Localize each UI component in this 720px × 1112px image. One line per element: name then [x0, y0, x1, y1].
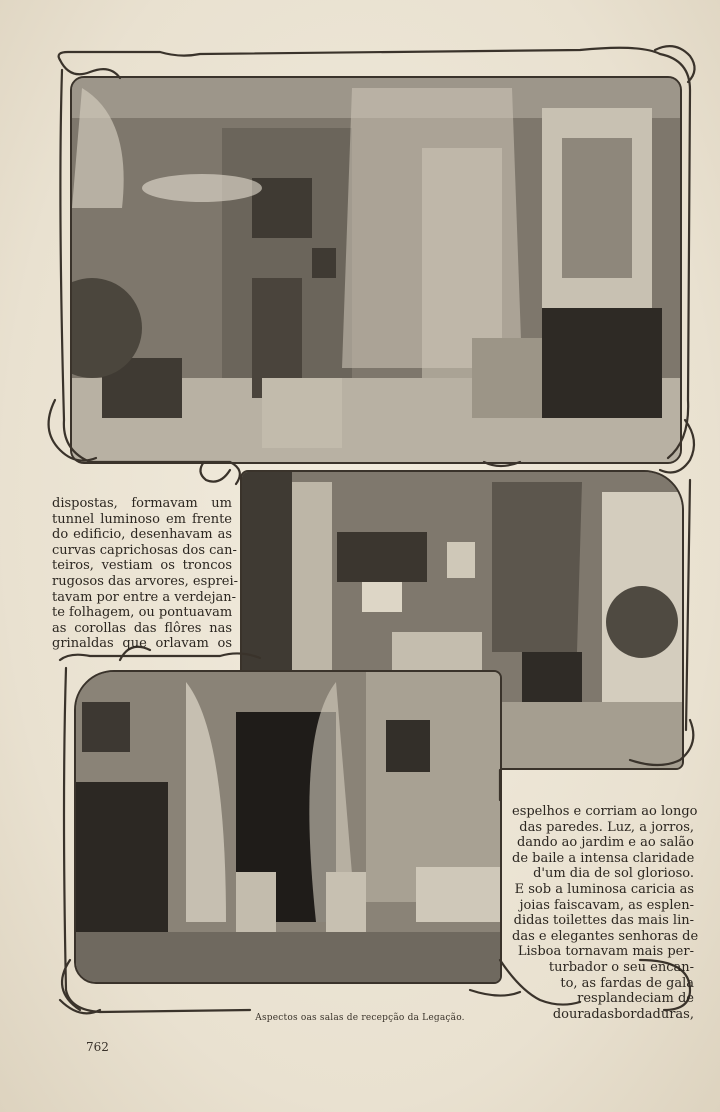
- text-line: tunnel luminoso em frente: [52, 511, 232, 527]
- text-line: do edificio, desenhavam as: [52, 527, 232, 543]
- text-line: douradasbordaduras,: [552, 1006, 694, 1022]
- text-line: te folhagem, ou pontuavam: [52, 605, 233, 621]
- text-line: joias faiscavam, as esplen-: [519, 897, 694, 913]
- article-text-left: [52, 496, 239, 652]
- photo-top-illustration: [72, 78, 680, 462]
- photo-bottom-illustration: [76, 672, 500, 982]
- photo-reception-room-main: [70, 76, 682, 464]
- photo-reception-room-corridor: [74, 670, 502, 984]
- text-line: das e elegantes senhoras de: [512, 928, 699, 944]
- text-line: d'um dia de sol glorioso.: [533, 866, 694, 882]
- text-line: curvas caprichosas dos can-: [52, 542, 237, 558]
- text-line: resplandeciam de: [577, 991, 694, 1007]
- text-line: tavam por entre a verdejan-: [52, 589, 237, 605]
- text-line: das paredes. Luz, a jorros,: [519, 819, 694, 835]
- photo-caption: Aspectos oas salas de recepção da Legação.: [255, 1013, 465, 1023]
- text-line: as corollas das flôres nas: [52, 620, 232, 636]
- text-line: teiros, vestiam os troncos: [52, 558, 232, 574]
- text-line: dando ao jardim e ao salão: [516, 835, 694, 851]
- text-line: E sob a luminosa caricia as: [514, 881, 694, 897]
- page-number: 762: [86, 1040, 109, 1054]
- text-line: didas toilettes das mais lin-: [513, 913, 694, 929]
- text-line: turbador o seu encan-: [548, 959, 694, 975]
- text-line: to, as fardas de gala: [560, 975, 694, 991]
- text-line: grinaldas que orlavam os: [52, 636, 232, 652]
- text-line: rugosos das arvores, esprei-: [52, 573, 239, 589]
- text-line: Lisboa tornavam mais per-: [517, 944, 694, 960]
- text-line: dispostas, formavam um: [52, 496, 232, 511]
- text-line: de baile a intensa claridade: [512, 850, 695, 866]
- article-text-right: [512, 804, 699, 1022]
- text-line: espelhos e corriam ao longo: [512, 804, 698, 819]
